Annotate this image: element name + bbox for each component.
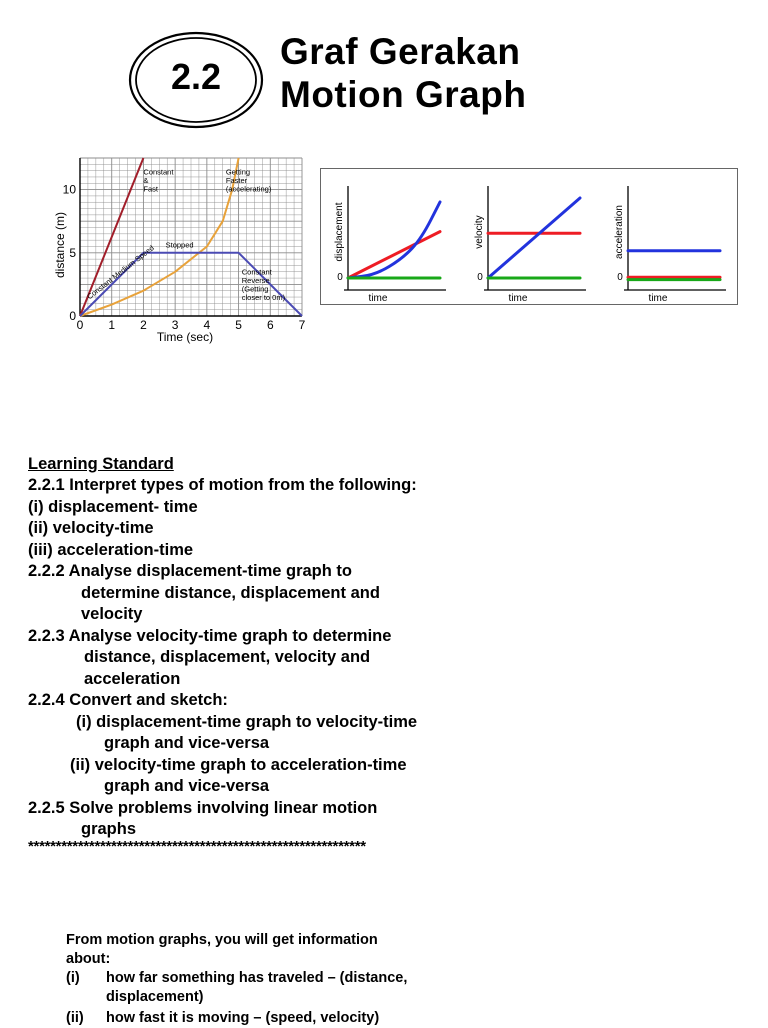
annotation-text: Reverse bbox=[241, 275, 270, 285]
page-title-malay: Graf Gerakan bbox=[280, 31, 521, 72]
y-axis-label: acceleration bbox=[614, 205, 625, 259]
x-tick-label: 1 bbox=[108, 318, 116, 332]
y-axis-label: velocity bbox=[474, 215, 485, 249]
x-tick-label: 7 bbox=[298, 318, 306, 332]
x-tick-label: 0 bbox=[76, 318, 84, 332]
annotation-text: Getting bbox=[225, 167, 251, 177]
info-item-text: how fast it is moving – (speed, velocity) bbox=[106, 1010, 380, 1026]
x-tick-label: 3 bbox=[171, 318, 179, 332]
y-axis-label: distance (m) bbox=[53, 211, 67, 279]
annotation-text: & bbox=[143, 175, 149, 185]
learning-standard-line: (ii) velocity-time graph to acceleration-time bbox=[70, 755, 407, 774]
learning-standard-line: acceleration bbox=[84, 669, 181, 688]
kinematics-graphs-panel bbox=[320, 168, 738, 305]
chart-annotation bbox=[166, 241, 194, 250]
page-title-english: Motion Graph bbox=[280, 74, 527, 115]
annotation-text: Constant bbox=[241, 267, 272, 277]
x-tick-label: 2 bbox=[140, 318, 147, 332]
annotation-text: Faster bbox=[225, 175, 248, 185]
section-number: 2.2 bbox=[170, 56, 222, 97]
learning-standard-line: 2.2.3 Analyse velocity-time graph to determine bbox=[28, 626, 392, 645]
info-item-marker: (i) bbox=[66, 970, 80, 986]
learning-standard-heading: Learning Standard bbox=[28, 455, 174, 473]
x-tick-label: 6 bbox=[266, 318, 274, 332]
info-intro-line2: about: bbox=[66, 951, 111, 967]
chart-labels bbox=[53, 167, 306, 344]
learning-standard-line: graph and vice-versa bbox=[104, 734, 270, 752]
info-item-text-continued: displacement) bbox=[106, 989, 204, 1005]
annotation-text: (accelerating) bbox=[225, 184, 272, 194]
x-tick-label: 4 bbox=[203, 318, 211, 332]
info-item-text: how far something has traveled – (distance, bbox=[106, 970, 408, 986]
learning-standard-line: distance, displacement, velocity and bbox=[84, 648, 371, 666]
x-axis-label: time bbox=[648, 293, 668, 304]
y-tick-label: 0 bbox=[69, 309, 76, 323]
separator-line: ************************************************************* bbox=[28, 838, 366, 855]
learning-standard-line: graph and vice-versa bbox=[104, 777, 270, 795]
chart-annotation bbox=[226, 167, 272, 193]
annotation-text: Stopped bbox=[165, 240, 194, 250]
annotation-text: Constant bbox=[143, 167, 174, 177]
y-tick-label: 10 bbox=[62, 182, 76, 197]
annotation-text: (Getting bbox=[241, 284, 269, 294]
learning-standard-line: 2.2.2 Analyse displacement-time graph to bbox=[28, 562, 352, 580]
learning-standard-line: 2.2.5 Solve problems involving linear motion bbox=[28, 798, 378, 817]
x-axis-label: time bbox=[508, 293, 528, 304]
x-axis-label: time bbox=[368, 293, 388, 304]
zero-label: 0 bbox=[477, 272, 483, 283]
annotation-text: Fast bbox=[143, 184, 159, 194]
distance-time-chart bbox=[50, 152, 310, 352]
y-tick-label: 5 bbox=[69, 245, 76, 260]
learning-standard-line: 2.2.1 Interpret types of motion from the following: bbox=[28, 476, 417, 494]
info-item-marker: (ii) bbox=[66, 1010, 84, 1026]
x-axis-label: Time (sec) bbox=[156, 330, 214, 344]
learning-standard-line: graphs bbox=[81, 820, 137, 838]
x-tick-label: 5 bbox=[235, 318, 242, 332]
learning-standard-line: (iii) acceleration-time bbox=[28, 540, 194, 559]
zero-label: 0 bbox=[617, 272, 623, 283]
annotation-text: closer to 0m) bbox=[241, 292, 286, 302]
annotation-text: Constant Medium Speed bbox=[85, 243, 156, 302]
learning-standard-line: (ii) velocity-time bbox=[28, 519, 154, 537]
info-intro-line1: From motion graphs, you will get information bbox=[66, 932, 378, 948]
learning-standard-line: determine distance, displacement and bbox=[81, 583, 380, 602]
zero-label: 0 bbox=[337, 272, 343, 283]
learning-standard-line: (i) displacement-time graph to velocity-time bbox=[76, 712, 418, 731]
learning-standard-line: 2.2.4 Convert and sketch: bbox=[28, 691, 228, 709]
learning-standard-line: (i) displacement- time bbox=[28, 497, 198, 516]
y-axis-label: displacement bbox=[334, 202, 345, 262]
learning-standard-line: velocity bbox=[81, 605, 143, 623]
